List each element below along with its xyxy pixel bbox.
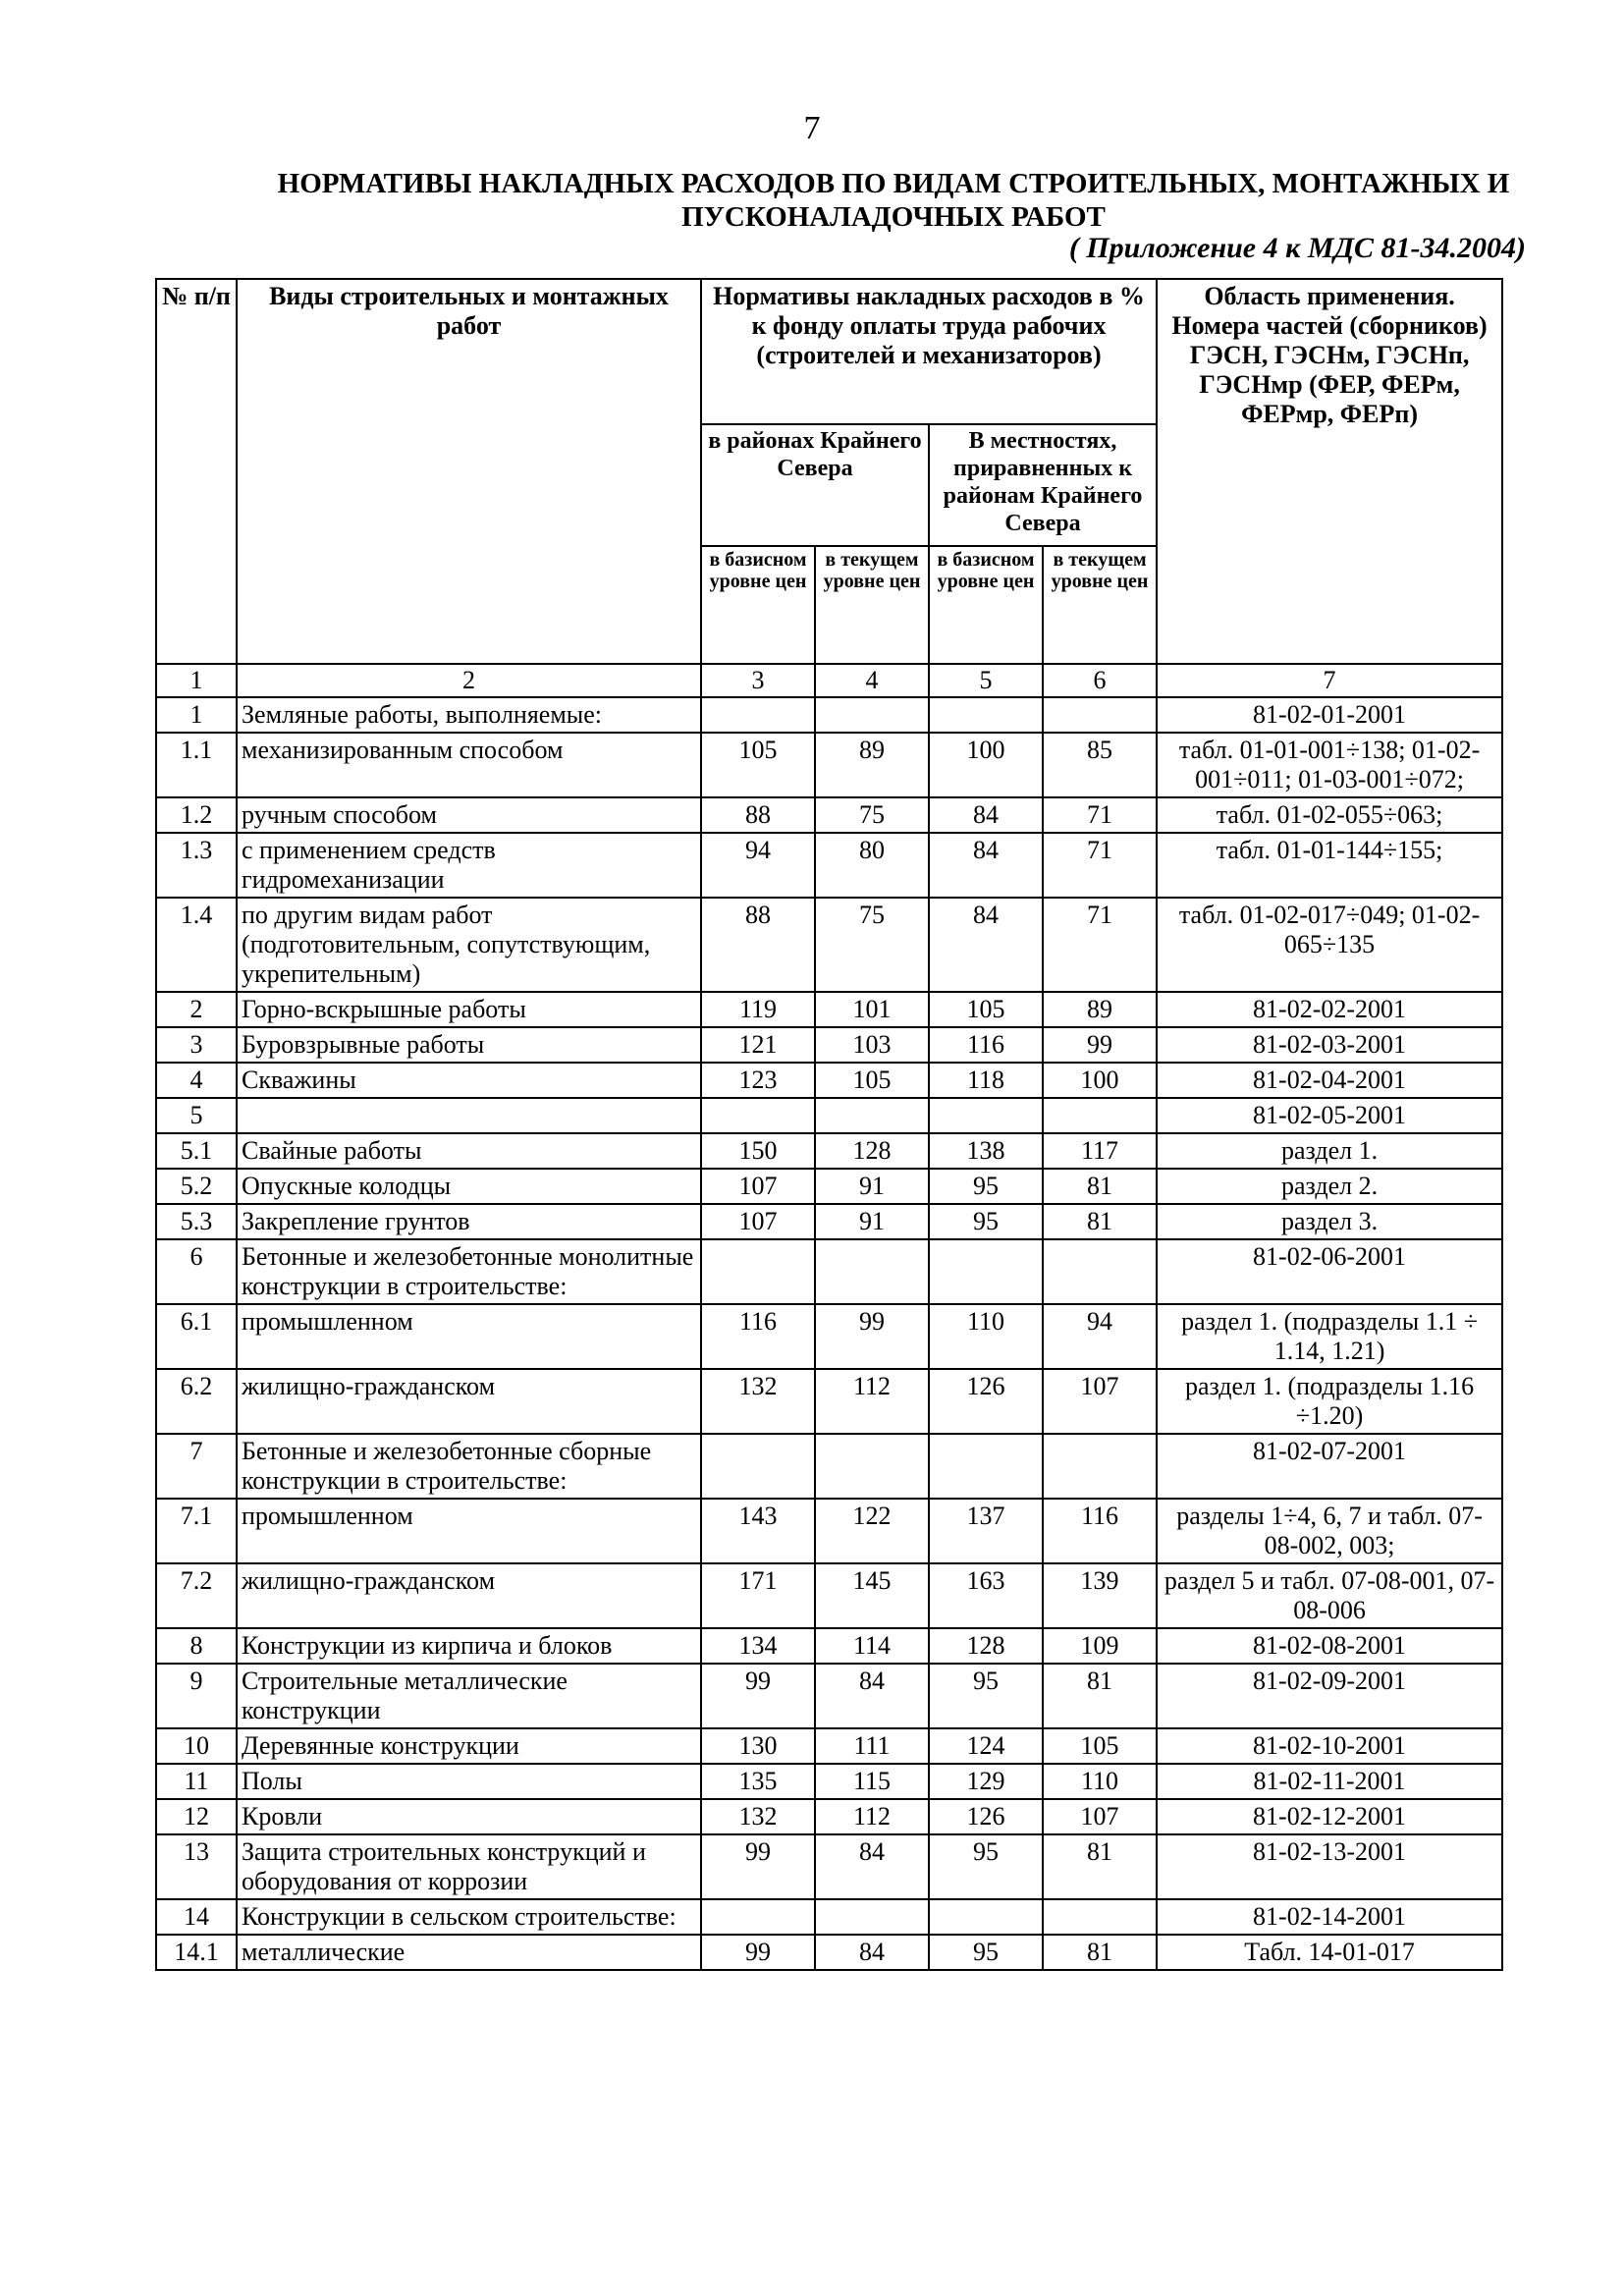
application-area: 81-02-09-2001 [1157, 1664, 1502, 1728]
application-area: табл. 01-02-017÷049; 01-02-065÷135 [1157, 898, 1502, 992]
work-type: Строительные металлические конструкции [237, 1664, 701, 1728]
norm-equated-current: 85 [1043, 733, 1157, 797]
document-reference: ( Приложение 4 к МДС 81-34.2004) [1068, 232, 1526, 264]
col-index: 3 [701, 664, 815, 697]
work-type: Бетонные и железобетонные сборные конструкции в строительстве: [237, 1434, 701, 1499]
norm-equated-current: 89 [1043, 992, 1157, 1027]
norm-equated-current: 71 [1043, 797, 1157, 833]
norm-equated-base: 110 [929, 1304, 1043, 1369]
work-type: Защита строительных конструкций и оборудования от коррозии [237, 1834, 701, 1899]
row-number: 13 [156, 1834, 237, 1899]
norm-north-base: 116 [701, 1304, 815, 1369]
norm-equated-base: 100 [929, 733, 1043, 797]
norm-north-current: 75 [815, 797, 929, 833]
norm-north-current: 112 [815, 1369, 929, 1434]
norm-north-base: 107 [701, 1204, 815, 1239]
work-type: Скважины [237, 1063, 701, 1098]
table-row [156, 1304, 1502, 1369]
norm-equated-base: 95 [929, 1664, 1043, 1728]
table-row [156, 1133, 1502, 1169]
norm-equated-current: 107 [1043, 1369, 1157, 1434]
table-row [156, 1063, 1502, 1098]
norm-north-base: 105 [701, 733, 815, 797]
norm-equated-base: 126 [929, 1369, 1043, 1434]
row-number: 9 [156, 1664, 237, 1728]
table-row [156, 1764, 1502, 1799]
work-type: Деревянные конструкции [237, 1728, 701, 1764]
norm-north-current: 84 [815, 1664, 929, 1728]
norm-north-base [701, 1239, 815, 1304]
application-area: 81-02-13-2001 [1157, 1834, 1502, 1899]
norm-north-current: 105 [815, 1063, 929, 1098]
col-index: 4 [815, 664, 929, 697]
application-area: раздел 1. [1157, 1133, 1502, 1169]
norm-equated-current: 117 [1043, 1133, 1157, 1169]
norm-equated-current: 81 [1043, 1664, 1157, 1728]
norm-equated-base: 84 [929, 898, 1043, 992]
table-row [156, 733, 1502, 797]
row-number: 7 [156, 1434, 237, 1499]
application-area: 81-02-12-2001 [1157, 1799, 1502, 1834]
norm-equated-current: 81 [1043, 1935, 1157, 1970]
norm-equated-current: 139 [1043, 1563, 1157, 1628]
table-row [156, 1834, 1502, 1899]
application-area: 81-02-08-2001 [1157, 1628, 1502, 1664]
norm-north-base [701, 697, 815, 733]
work-type: Горно-вскрышные работы [237, 992, 701, 1027]
work-type: Кровли [237, 1799, 701, 1834]
norm-equated-base: 95 [929, 1935, 1043, 1970]
table-row [156, 797, 1502, 833]
work-type: с применением средств гидромеханизации [237, 833, 701, 898]
norm-north-base: 150 [701, 1133, 815, 1169]
norm-equated-base [929, 1098, 1043, 1133]
row-number: 5 [156, 1098, 237, 1133]
norm-equated-current [1043, 1098, 1157, 1133]
norm-equated-current: 105 [1043, 1728, 1157, 1764]
table-body [156, 697, 1502, 1970]
column-index-row [156, 664, 1502, 697]
norm-north-base: 99 [701, 1664, 815, 1728]
norm-north-base: 99 [701, 1834, 815, 1899]
norm-equated-current: 100 [1043, 1063, 1157, 1098]
application-area: 81-02-10-2001 [1157, 1728, 1502, 1764]
header-current-equated: в текущем уровне цен [1043, 546, 1157, 664]
norm-equated-base: 128 [929, 1628, 1043, 1664]
norm-north-base: 132 [701, 1799, 815, 1834]
work-type: Конструкции из кирпича и блоков [237, 1628, 701, 1664]
norm-north-base: 123 [701, 1063, 815, 1098]
norm-north-current: 114 [815, 1628, 929, 1664]
norm-equated-base: 105 [929, 992, 1043, 1027]
table-row [156, 1899, 1502, 1935]
row-number: 1.2 [156, 797, 237, 833]
row-number: 5.1 [156, 1133, 237, 1169]
table-row [156, 1563, 1502, 1628]
norm-north-base: 171 [701, 1563, 815, 1628]
norm-equated-base [929, 1239, 1043, 1304]
row-number: 14 [156, 1899, 237, 1935]
table-row [156, 833, 1502, 898]
norm-north-current [815, 1434, 929, 1499]
header-num: № п/п [156, 279, 237, 664]
row-number: 1.3 [156, 833, 237, 898]
norm-equated-base: 95 [929, 1834, 1043, 1899]
norm-equated-current: 81 [1043, 1204, 1157, 1239]
norm-equated-base [929, 1899, 1043, 1935]
norm-north-current: 84 [815, 1935, 929, 1970]
table-row [156, 1027, 1502, 1063]
header-norms: Нормативы накладных расходов в % к фонду оплаты труда рабочих (строителей и механизаторов) [701, 279, 1157, 424]
application-area: раздел 1. (подразделы 1.16 ÷1.20) [1157, 1369, 1502, 1434]
col-index: 7 [1157, 664, 1502, 697]
norm-north-base: 130 [701, 1728, 815, 1764]
header-base-north: в базисном уровне цен [701, 546, 815, 664]
norm-north-base: 135 [701, 1764, 815, 1799]
work-type: механизированным способом [237, 733, 701, 797]
norm-equated-base: 129 [929, 1764, 1043, 1799]
table-row [156, 1434, 1502, 1499]
norm-north-base [701, 1434, 815, 1499]
table-row [156, 1799, 1502, 1834]
application-area: раздел 2. [1157, 1169, 1502, 1204]
norm-equated-current [1043, 1434, 1157, 1499]
norm-north-base: 134 [701, 1628, 815, 1664]
work-type: Опускные колодцы [237, 1169, 701, 1204]
work-type: жилищно-гражданском [237, 1563, 701, 1628]
norm-north-base: 94 [701, 833, 815, 898]
col-index: 5 [929, 664, 1043, 697]
work-type: Свайные работы [237, 1133, 701, 1169]
norm-equated-base: 118 [929, 1063, 1043, 1098]
col-index: 2 [237, 664, 701, 697]
norm-equated-current: 81 [1043, 1169, 1157, 1204]
application-area: 81-02-03-2001 [1157, 1027, 1502, 1063]
norm-equated-base: 126 [929, 1799, 1043, 1834]
row-number: 5.2 [156, 1169, 237, 1204]
norm-equated-current: 71 [1043, 833, 1157, 898]
work-type: промышленном [237, 1499, 701, 1563]
norm-north-current [815, 697, 929, 733]
header-current-north: в текущем уровне цен [815, 546, 929, 664]
norm-equated-current: 116 [1043, 1499, 1157, 1563]
work-type: ручным способом [237, 797, 701, 833]
norm-equated-base [929, 697, 1043, 733]
row-number: 6.2 [156, 1369, 237, 1434]
work-type: металлические [237, 1935, 701, 1970]
application-area: Табл. 14-01-017 [1157, 1935, 1502, 1970]
table-row [156, 697, 1502, 733]
row-number: 3 [156, 1027, 237, 1063]
application-area: 81-02-05-2001 [1157, 1098, 1502, 1133]
row-number: 4 [156, 1063, 237, 1098]
row-number: 1 [156, 697, 237, 733]
header-north: в районах Крайнего Севера [701, 424, 929, 546]
norm-north-base: 88 [701, 797, 815, 833]
norm-north-base [701, 1098, 815, 1133]
work-type: промышленном [237, 1304, 701, 1369]
norm-equated-current: 110 [1043, 1764, 1157, 1799]
norm-north-current: 112 [815, 1799, 929, 1834]
norm-equated-base: 95 [929, 1169, 1043, 1204]
table-row [156, 898, 1502, 992]
table-row [156, 1664, 1502, 1728]
table-row [156, 1628, 1502, 1664]
row-number: 2 [156, 992, 237, 1027]
norm-north-current: 99 [815, 1304, 929, 1369]
norm-equated-base: 116 [929, 1027, 1043, 1063]
norm-equated-base: 84 [929, 797, 1043, 833]
norm-north-current: 84 [815, 1834, 929, 1899]
application-area: раздел 1. (подразделы 1.1 ÷ 1.14, 1.21) [1157, 1304, 1502, 1369]
application-area: 81-02-06-2001 [1157, 1239, 1502, 1304]
row-number: 12 [156, 1799, 237, 1834]
table-row [156, 1499, 1502, 1563]
work-type: Конструкции в сельском строительстве: [237, 1899, 701, 1935]
row-number: 7.2 [156, 1563, 237, 1628]
row-number: 6.1 [156, 1304, 237, 1369]
norm-north-current: 145 [815, 1563, 929, 1628]
application-area: табл. 01-02-055÷063; [1157, 797, 1502, 833]
work-type: Буровзрывные работы [237, 1027, 701, 1063]
norm-north-current: 115 [815, 1764, 929, 1799]
col-index: 1 [156, 664, 237, 697]
norm-north-current: 128 [815, 1133, 929, 1169]
application-area: разделы 1÷4, 6, 7 и табл. 07-08-002, 003; [1157, 1499, 1502, 1563]
row-number: 8 [156, 1628, 237, 1664]
norm-equated-current: 107 [1043, 1799, 1157, 1834]
norm-north-current [815, 1239, 929, 1304]
norm-equated-current: 99 [1043, 1027, 1157, 1063]
table-row [156, 1098, 1502, 1133]
header-equated: В местностях, приравненных к районам Крайнего Севера [929, 424, 1157, 546]
page-number: 7 [803, 110, 821, 146]
norm-equated-current: 109 [1043, 1628, 1157, 1664]
application-area: 81-02-02-2001 [1157, 992, 1502, 1027]
work-type: Бетонные и железобетонные монолитные конструкции в строительстве: [237, 1239, 701, 1304]
norm-north-base: 121 [701, 1027, 815, 1063]
norm-north-base: 88 [701, 898, 815, 992]
norm-north-current [815, 1899, 929, 1935]
header-works: Виды строительных и монтажных работ [237, 279, 701, 664]
work-type: по другим видам работ (подготовительным, сопутствующим, укрепительным) [237, 898, 701, 992]
norm-equated-base: 138 [929, 1133, 1043, 1169]
work-type: жилищно-гражданском [237, 1369, 701, 1434]
norm-north-current: 75 [815, 898, 929, 992]
norm-equated-base [929, 1434, 1043, 1499]
norm-north-base: 99 [701, 1935, 815, 1970]
table-row [156, 1369, 1502, 1434]
norm-north-current: 80 [815, 833, 929, 898]
norm-equated-current [1043, 697, 1157, 733]
row-number: 7.1 [156, 1499, 237, 1563]
application-area: табл. 01-01-001÷138; 01-02-001÷011; 01-03-001÷072; [1157, 733, 1502, 797]
norm-north-current: 122 [815, 1499, 929, 1563]
row-number: 11 [156, 1764, 237, 1799]
norm-north-base: 143 [701, 1499, 815, 1563]
application-area: 81-02-04-2001 [1157, 1063, 1502, 1098]
norm-north-current: 111 [815, 1728, 929, 1764]
norm-equated-base: 163 [929, 1563, 1043, 1628]
work-type [237, 1098, 701, 1133]
norm-equated-base: 95 [929, 1204, 1043, 1239]
row-number: 1.1 [156, 733, 237, 797]
norm-north-current [815, 1098, 929, 1133]
row-number: 14.1 [156, 1935, 237, 1970]
row-number: 6 [156, 1239, 237, 1304]
row-number: 10 [156, 1728, 237, 1764]
header-area: Область применения. Номера частей (сборников) ГЭСН, ГЭСНм, ГЭСНп, ГЭСНмр (ФЕР, ФЕРм, ФЕРмр, ФЕРп) [1157, 279, 1502, 664]
header-base-equated: в базисном уровне цен [929, 546, 1043, 664]
norm-equated-current [1043, 1239, 1157, 1304]
row-number: 5.3 [156, 1204, 237, 1239]
norm-north-base: 119 [701, 992, 815, 1027]
work-type: Земляные работы, выполняемые: [237, 697, 701, 733]
application-area: раздел 3. [1157, 1204, 1502, 1239]
norm-equated-current: 71 [1043, 898, 1157, 992]
norm-equated-base: 124 [929, 1728, 1043, 1764]
norm-equated-current: 94 [1043, 1304, 1157, 1369]
overhead-norms-table [155, 278, 1503, 1971]
application-area: 81-02-01-2001 [1157, 697, 1502, 733]
norm-north-current: 91 [815, 1169, 929, 1204]
norm-equated-current [1043, 1899, 1157, 1935]
application-area: 81-02-14-2001 [1157, 1899, 1502, 1935]
table-row [156, 992, 1502, 1027]
row-number: 1.4 [156, 898, 237, 992]
table-row [156, 1239, 1502, 1304]
application-area: раздел 5 и табл. 07-08-001, 07-08-006 [1157, 1563, 1502, 1628]
norm-north-current: 103 [815, 1027, 929, 1063]
norm-north-base [701, 1899, 815, 1935]
norm-north-base: 132 [701, 1369, 815, 1434]
norm-north-current: 101 [815, 992, 929, 1027]
application-area: 81-02-11-2001 [1157, 1764, 1502, 1799]
norm-north-current: 91 [815, 1204, 929, 1239]
norm-north-current: 89 [815, 733, 929, 797]
table-row [156, 1935, 1502, 1970]
norm-north-base: 107 [701, 1169, 815, 1204]
table-row [156, 1169, 1502, 1204]
norm-equated-current: 81 [1043, 1834, 1157, 1899]
table-row [156, 1204, 1502, 1239]
norm-equated-base: 137 [929, 1499, 1043, 1563]
application-area: 81-02-07-2001 [1157, 1434, 1502, 1499]
col-index: 6 [1043, 664, 1157, 697]
table-row [156, 1728, 1502, 1764]
application-area: табл. 01-01-144÷155; [1157, 833, 1502, 898]
norm-equated-base: 84 [929, 833, 1043, 898]
work-type: Полы [237, 1764, 701, 1799]
page-title: НОРМАТИВЫ НАКЛАДНЫХ РАСХОДОВ ПО ВИДАМ СТРОИТЕЛЬНЫХ, МОНТАЖНЫХ И ПУСКОНАЛАДОЧНЫХ РАБОТ [277, 168, 1510, 233]
work-type: Закрепление грунтов [237, 1204, 701, 1239]
